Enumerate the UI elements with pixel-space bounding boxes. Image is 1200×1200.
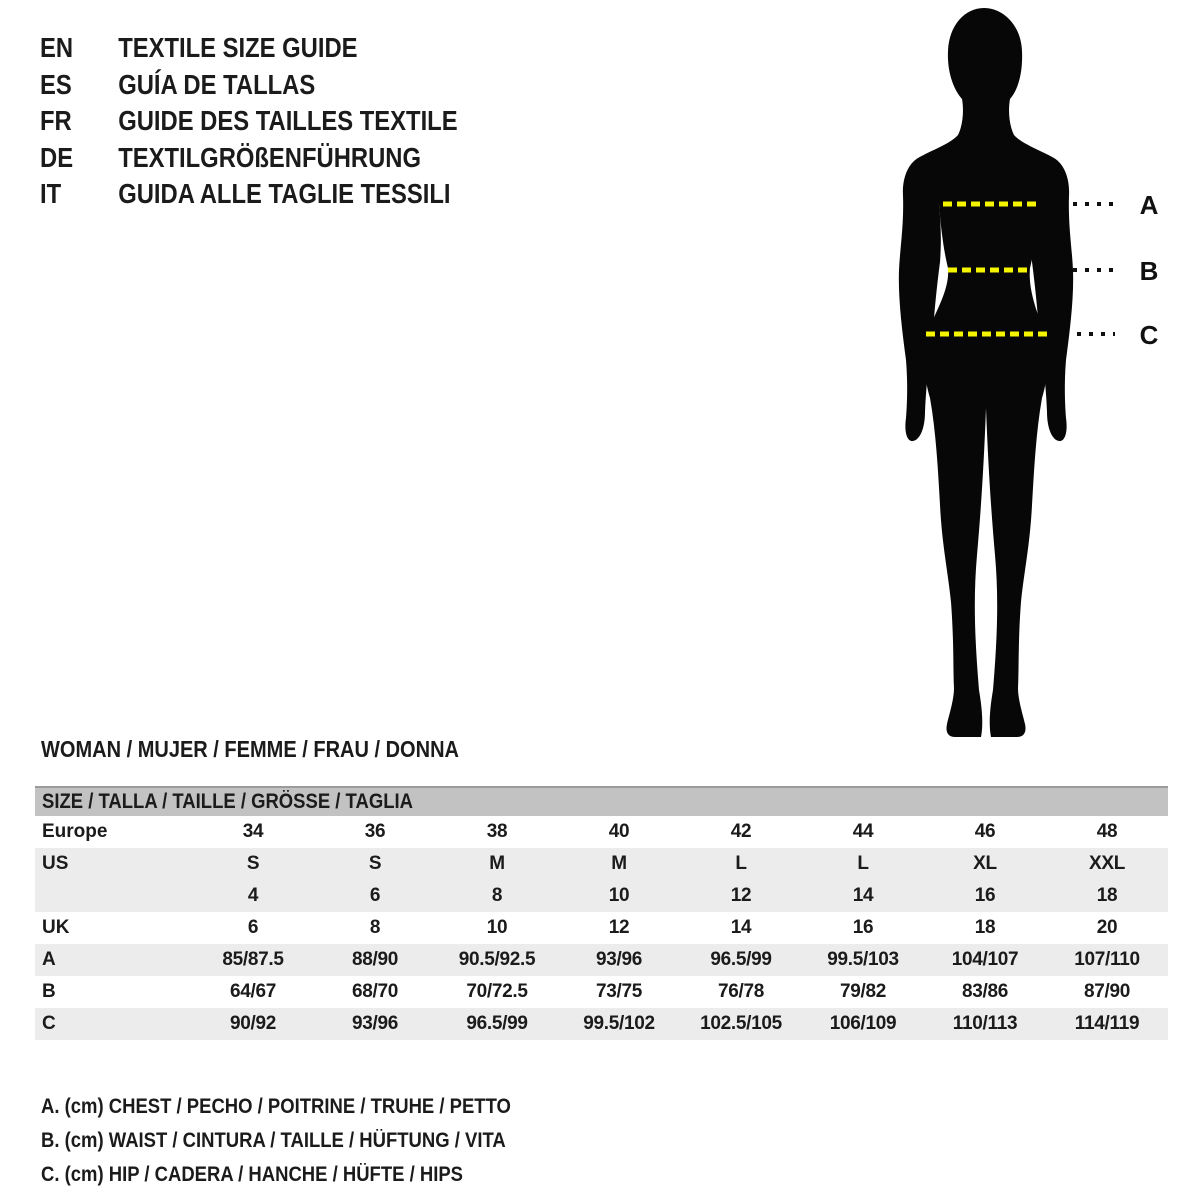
legend-waist: B. (cm) WAIST / CINTURA / TAILLE / HÜFTUNG / VITA	[41, 1129, 506, 1152]
table-cell: M	[489, 853, 505, 874]
table-cell: 104/107	[951, 949, 1019, 970]
table-cell: 68/70	[351, 981, 399, 1002]
table-cell: 8	[491, 885, 503, 906]
table-cell: 16	[974, 885, 996, 906]
language-code: ES	[40, 68, 72, 100]
table-cell: 96.5/99	[710, 949, 772, 970]
table-cell: XL	[973, 853, 997, 874]
list-item	[40, 140, 458, 177]
table-row	[35, 848, 1168, 880]
table-cell: 99.5/103	[827, 949, 899, 970]
table-cell: 70/72.5	[466, 981, 528, 1002]
language-title-list	[40, 30, 531, 213]
table-cell: 12	[730, 885, 752, 906]
legend-hip: C. (cm) HIP / CADERA / HANCHE / HÜFTE / HIPS	[41, 1163, 464, 1186]
table-row	[35, 816, 1168, 848]
table-cell: L	[735, 853, 747, 874]
measurement-legend	[41, 1090, 575, 1192]
table-cell: XXL	[1088, 853, 1126, 874]
table-cell: 4	[247, 885, 259, 906]
table-cell: 99.5/102	[583, 1013, 655, 1034]
table-cell: 64/67	[229, 981, 277, 1002]
guide-title: GUÍA DE TALLAS	[118, 68, 316, 100]
table-cell: 36	[364, 821, 386, 842]
table-header-bar	[35, 786, 1168, 816]
table-cell: 40	[608, 821, 630, 842]
table-cell: 76/78	[717, 981, 765, 1002]
table-cell: S	[246, 853, 260, 874]
row-label: Europe	[42, 821, 108, 842]
waist-label: B	[1139, 256, 1159, 286]
table-cell: 73/75	[595, 981, 643, 1002]
list-item	[40, 67, 458, 104]
language-code: FR	[40, 105, 72, 137]
measurement-figure	[850, 0, 1195, 748]
legend-chest: A. (cm) CHEST / PECHO / POITRINE / TRUHE / PETTO	[41, 1095, 511, 1118]
language-code: EN	[40, 32, 74, 64]
table-row	[35, 880, 1168, 912]
size-table	[35, 786, 1168, 1040]
table-cell: 96.5/99	[466, 1013, 528, 1034]
row-label: C	[42, 1013, 56, 1034]
row-label: US	[42, 853, 69, 874]
table-cell: 10	[608, 885, 630, 906]
row-label	[35, 880, 192, 912]
guide-title: GUIDE DES TAILLES TEXTILE	[118, 105, 458, 137]
table-cell: M	[611, 853, 627, 874]
table-cell: 83/86	[961, 981, 1009, 1002]
table-cell: 79/82	[839, 981, 887, 1002]
language-code: DE	[40, 141, 74, 173]
table-cell: 8	[369, 917, 381, 938]
table-cell: 88/90	[351, 949, 399, 970]
guide-title: TEXTILE SIZE GUIDE	[118, 32, 358, 64]
chest-label: A	[1139, 190, 1159, 220]
guide-title: TEXTILGRÖßENFÜHRUNG	[118, 141, 421, 173]
table-cell: 90.5/92.5	[458, 949, 536, 970]
table-row	[35, 1008, 1168, 1040]
table-cell: 114/119	[1074, 1013, 1140, 1034]
language-code: IT	[40, 178, 62, 210]
table-cell: 106/109	[829, 1013, 897, 1034]
table-cell: 107/110	[1074, 949, 1140, 970]
table-cell: 42	[730, 821, 752, 842]
table-cell: 10	[486, 917, 508, 938]
list-item	[40, 30, 458, 67]
table-cell: 6	[247, 917, 259, 938]
table-cell: 14	[730, 917, 752, 938]
table-cell: 20	[1096, 917, 1118, 938]
table-cell: 90/92	[229, 1013, 277, 1034]
table-cell: 12	[608, 917, 630, 938]
woman-silhouette-graphic	[850, 0, 1195, 748]
table-row	[35, 944, 1168, 976]
table-cell: 18	[974, 917, 996, 938]
table-cell: 18	[1096, 885, 1118, 906]
hip-label: C	[1139, 320, 1159, 350]
table-cell: 93/96	[351, 1013, 399, 1034]
guide-title: GUIDA ALLE TAGLIE TESSILI	[118, 178, 451, 210]
table-cell: 16	[852, 917, 874, 938]
table-cell: 46	[974, 821, 996, 842]
table-row	[35, 976, 1168, 1008]
row-label: UK	[42, 917, 70, 938]
table-cell: 93/96	[595, 949, 643, 970]
table-cell: 6	[369, 885, 381, 906]
list-item	[40, 103, 458, 140]
row-label: A	[42, 949, 56, 970]
table-cell: 34	[242, 821, 264, 842]
table-cell: 38	[486, 821, 508, 842]
table-cell: 110/113	[952, 1013, 1018, 1034]
table-cell: S	[368, 853, 382, 874]
table-cell: 87/90	[1083, 981, 1131, 1002]
table-cell: L	[857, 853, 869, 874]
section-heading: WOMAN / MUJER / FEMME / FRAU / DONNA	[41, 736, 459, 762]
table-header-title: SIZE / TALLA / TAILLE / GRÖSSE / TAGLIA	[42, 790, 413, 813]
table-row	[35, 912, 1168, 944]
table-cell: 48	[1096, 821, 1118, 842]
table-cell: 14	[852, 885, 874, 906]
row-label: B	[42, 981, 56, 1002]
table-cell: 85/87.5	[222, 949, 284, 970]
list-item	[40, 176, 458, 213]
table-cell: 44	[852, 821, 874, 842]
table-cell: 102.5/105	[700, 1013, 782, 1034]
